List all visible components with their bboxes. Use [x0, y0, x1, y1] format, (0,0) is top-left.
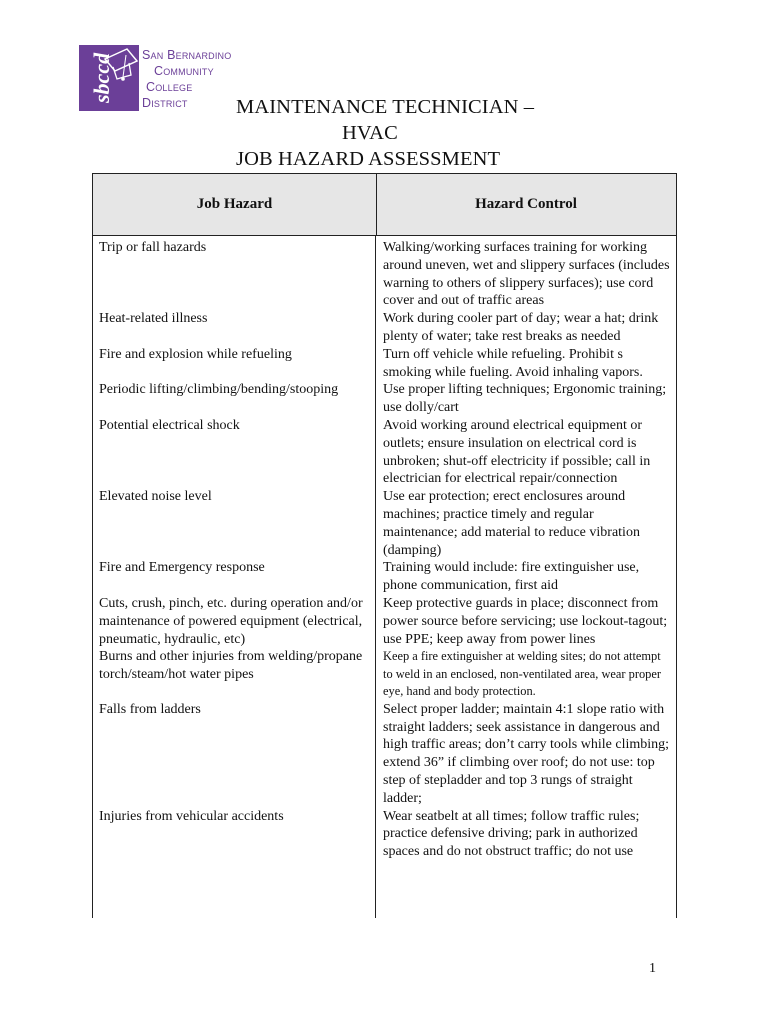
hazard-table [92, 173, 677, 918]
logo-wordmark [142, 47, 231, 111]
control-cell: Wear seatbelt at all times; follow traffic rules; practice defensive driving; park in authorized spaces and do not obstruct traffic; do not use [383, 808, 640, 860]
table-row [93, 310, 676, 346]
hazard-cell: Heat-related illness [99, 311, 208, 327]
title-line-1: MAINTENANCE TECHNICIAN – [236, 96, 535, 118]
header-hazard-control: Hazard Control [475, 196, 577, 212]
table-row [93, 701, 676, 808]
table-row [93, 381, 676, 417]
control-cell: Keep a fire extinguisher at welding sites; do not attempt to weld in an enclosed, non-ventilated area, wear proper eye, hand and body protection. [383, 649, 661, 699]
table-body [92, 236, 677, 918]
hazard-cell: Periodic lifting/climbing/bending/stooping [99, 382, 339, 398]
title-line-3: JOB HAZARD ASSESSMENT [236, 148, 501, 170]
column-divider [375, 236, 376, 918]
logo-line-2: Community [154, 64, 214, 78]
logo-line-4: District [142, 96, 188, 110]
page-number: 1 [649, 961, 656, 976]
logo-monogram: sbccd [89, 52, 114, 103]
control-cell: Walking/working surfaces training for working around uneven, wet and slippery surfaces (includes warning to others of slippery surfaces); use cord cover and out of traffic areas [383, 240, 670, 309]
hazard-cell: Burns and other injuries from welding/propane torch/steam/hot water pipes [99, 649, 363, 683]
document-title [236, 94, 534, 172]
control-cell: Select proper ladder; maintain 4:1 slope ratio with straight ladders; seek assistance in dangerous and high traffic areas; don’t carry tools while climbing; extend 36” if climbing over roof; do not use: top step of stepladder and top 3 rungs of straight ladder; [383, 701, 670, 806]
table-row [93, 488, 676, 559]
title-line-2: HVAC [342, 122, 398, 144]
hazard-cell: Trip or fall hazards [99, 240, 207, 255]
hazard-cell: Elevated noise level [99, 489, 212, 505]
table-header [92, 173, 677, 236]
table-row [93, 808, 676, 861]
table-row [93, 417, 676, 488]
control-cell: Turn off vehicle while refueling. Prohibit s smoking while fueling. Avoid inhaling vapors. [383, 346, 643, 380]
control-cell: Keep protective guards in place; disconnect from power source before servicing; use lockout-tagout; use PPE; keep away from power lines [383, 595, 668, 647]
table-row [93, 559, 676, 595]
hazard-cell: Fire and explosion while refueling [99, 346, 292, 362]
district-logo [79, 45, 231, 111]
table-row [93, 236, 676, 310]
table-row [93, 595, 676, 648]
table-row [93, 346, 676, 382]
logo-line-3: College [146, 80, 193, 94]
hazard-cell: Fire and Emergency response [99, 560, 265, 576]
control-cell: Use proper lifting techniques; Ergonomic training; use dolly/cart [383, 382, 667, 416]
hazard-cell: Injuries from vehicular accidents [99, 808, 284, 824]
hazard-cell: Cuts, crush, pinch, etc. during operation and/or maintenance of powered equipment (electrical, pneumatic, hydraulic, etc) [99, 595, 363, 647]
control-cell: Use ear protection; erect enclosures around machines; practice timely and regular maintenance; add material to reduce vibration (damping) [383, 489, 640, 558]
control-cell: Training would include: fire extinguisher use, phone communication, first aid [383, 560, 640, 594]
hazard-cell: Potential electrical shock [99, 417, 240, 433]
logo-line-1: San Bernardino [142, 48, 232, 62]
table-row [93, 648, 676, 701]
control-cell: Work during cooler part of day; wear a hat; drink plenty of water; take rest breaks as needed [383, 311, 659, 344]
hazard-cell: Falls from ladders [99, 701, 201, 717]
header-job-hazard: Job Hazard [93, 174, 377, 235]
sbccd-monogram [79, 45, 139, 111]
control-cell: Avoid working around electrical equipment or outlets; ensure insulation on electrical cord is unbroken; shut-off electricity if possible; call in electrician for electrical repair/connection [383, 417, 651, 487]
